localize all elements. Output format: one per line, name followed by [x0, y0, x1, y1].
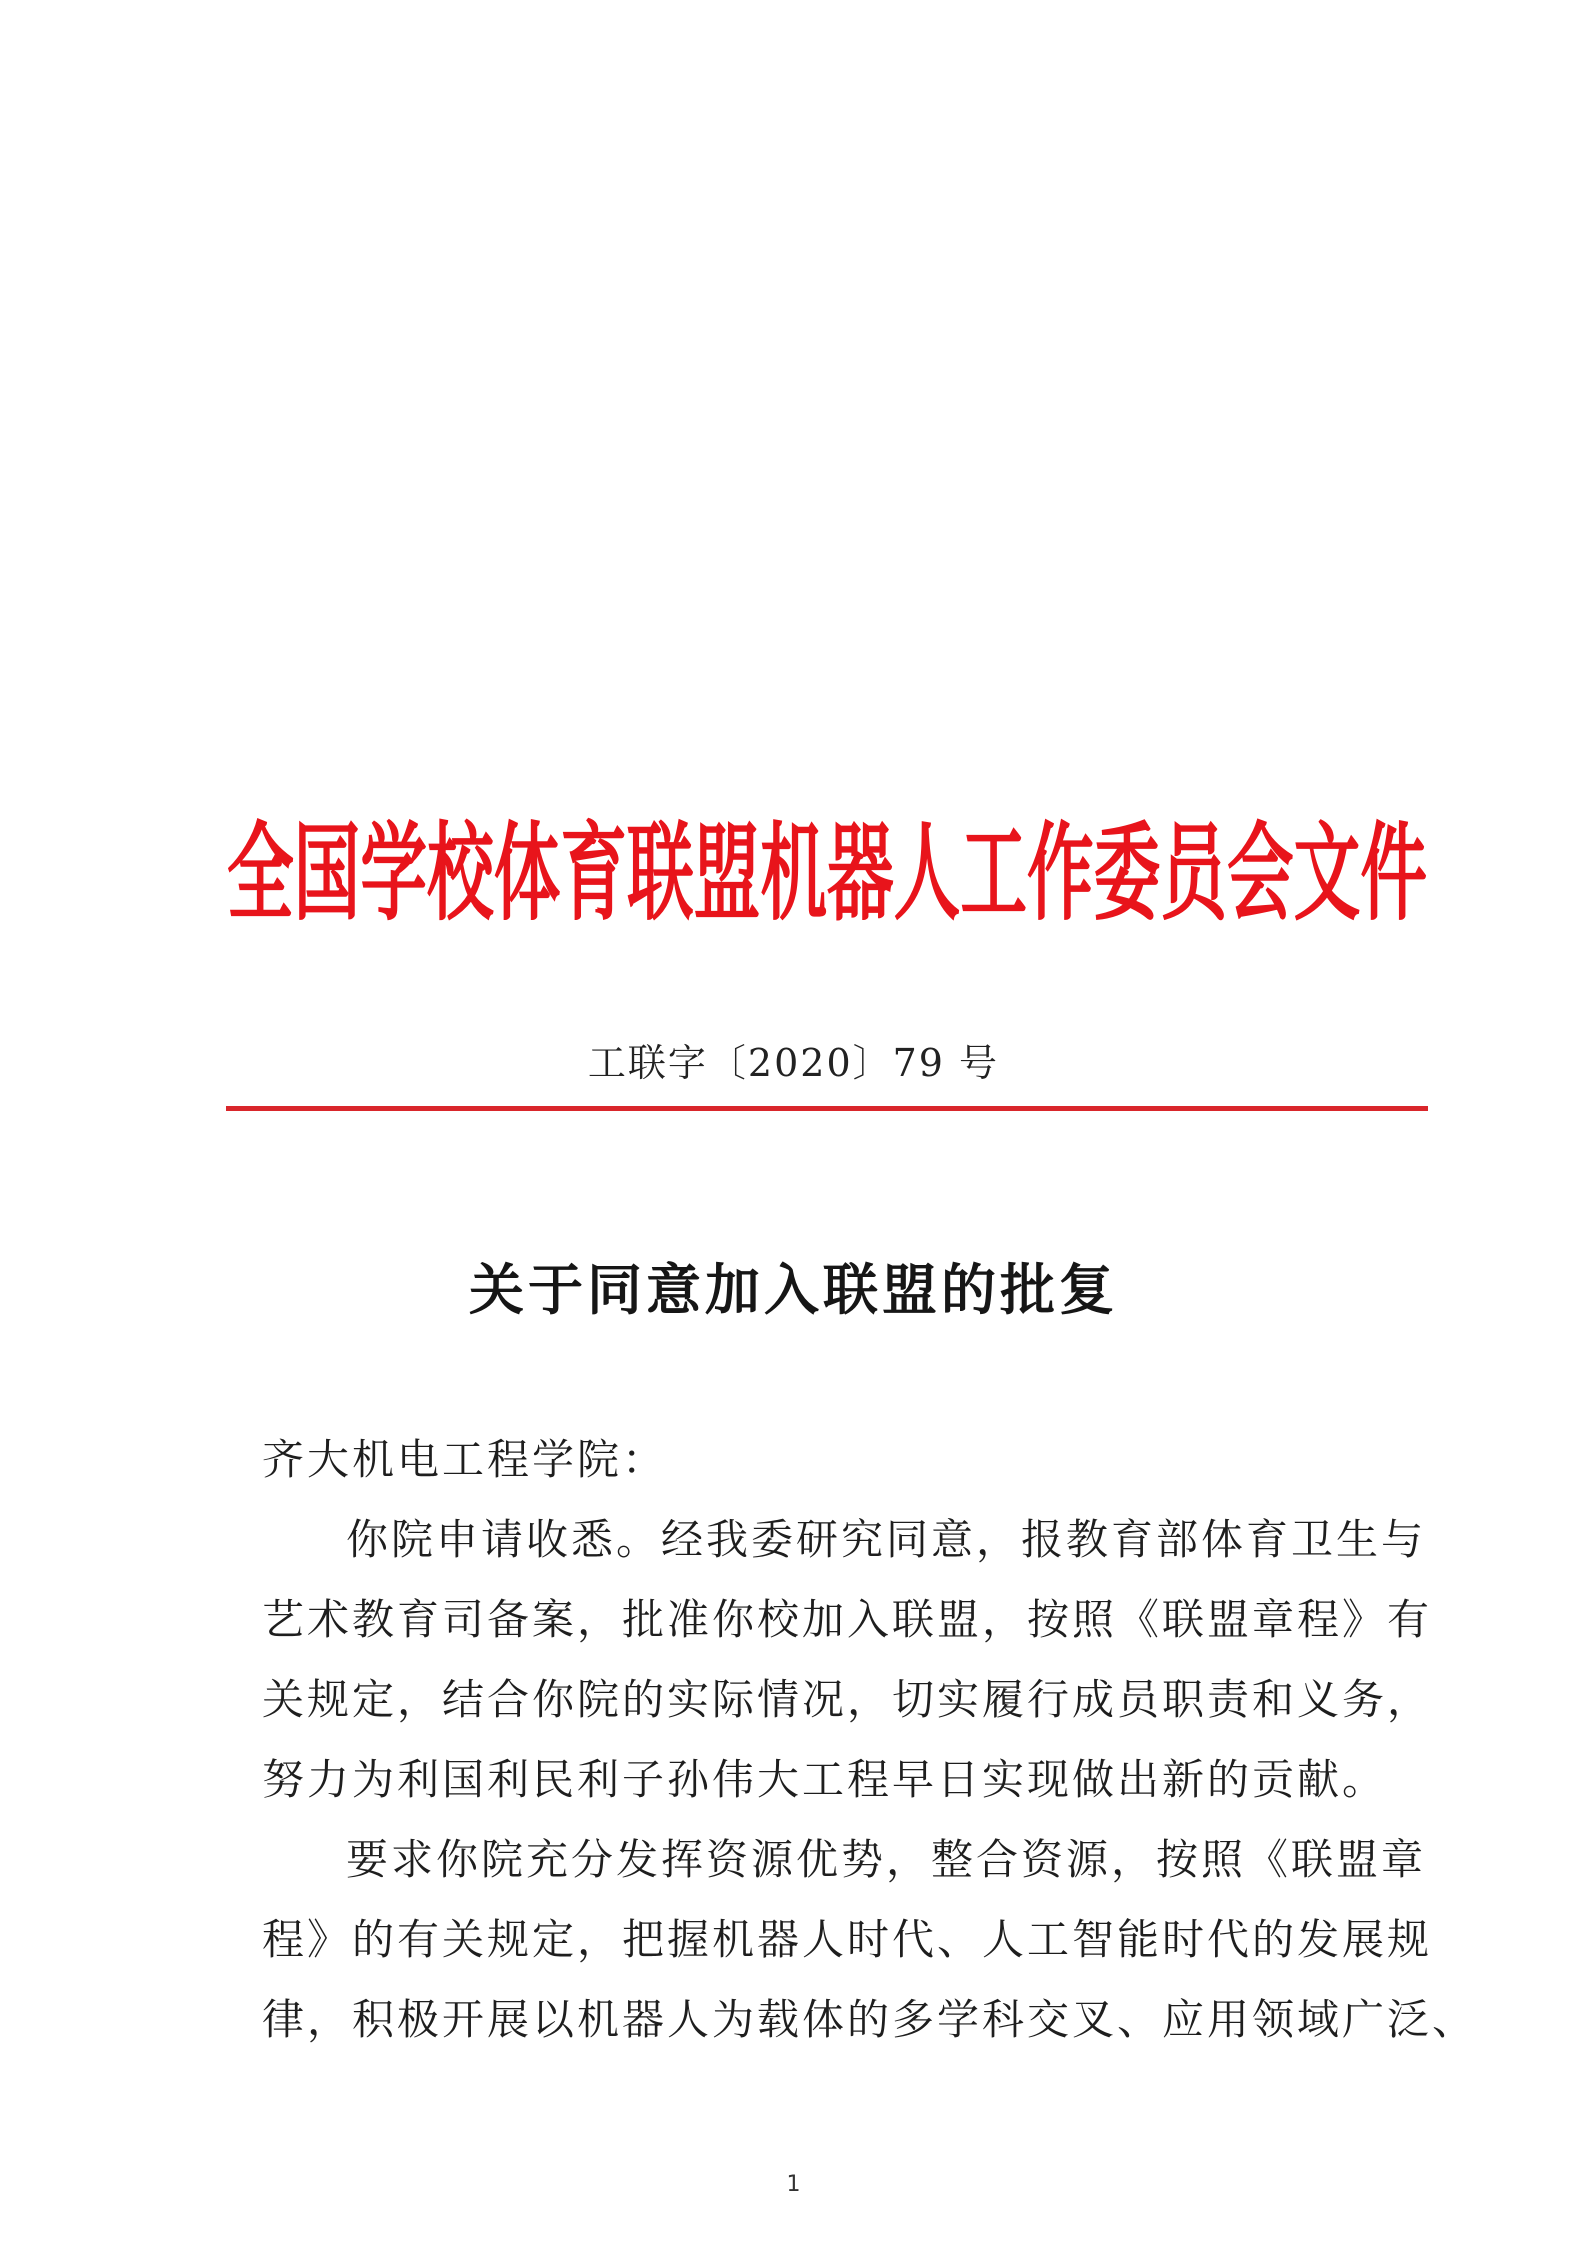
page-number: 1 — [786, 2172, 801, 2197]
paragraph-line: 努力为利国利民利子孙伟大工程早日实现做出新的贡献。 — [262, 1755, 1388, 1804]
document-header-title — [222, 760, 1432, 950]
paragraph-line: 你院申请收悉。经我委研究同意，报教育部体育卫生与 — [346, 1515, 1427, 1564]
document-title: 关于同意加入联盟的批复 — [468, 1257, 1118, 1322]
paragraph-1 — [262, 1500, 1433, 1820]
paragraph-2 — [262, 1820, 1478, 2060]
paragraph-line: 艺术教育司备案，批准你校加入联盟，按照《联盟章程》有 — [262, 1595, 1433, 1644]
header-title-text: 全国学校体育联盟机器人工作委员会文件 — [227, 812, 1427, 935]
document-body — [262, 1420, 1478, 2060]
paragraph-line: 要求你院充分发挥资源优势，整合资源，按照《联盟章 — [346, 1835, 1427, 1884]
paragraph-line: 律，积极开展以机器人为载体的多学科交叉、应用领域广泛、 — [262, 1995, 1478, 2044]
document-number: 工联字〔2020〕79 号 — [587, 1041, 1000, 1085]
salutation: 齐大机电工程学院： — [262, 1435, 668, 1484]
paragraph-line: 关规定，结合你院的实际情况，切实履行成员职责和义务， — [262, 1675, 1433, 1724]
red-divider-line — [226, 1106, 1428, 1111]
paragraph-line: 程》的有关规定，把握机器人时代、人工智能时代的发展规 — [262, 1915, 1433, 1964]
